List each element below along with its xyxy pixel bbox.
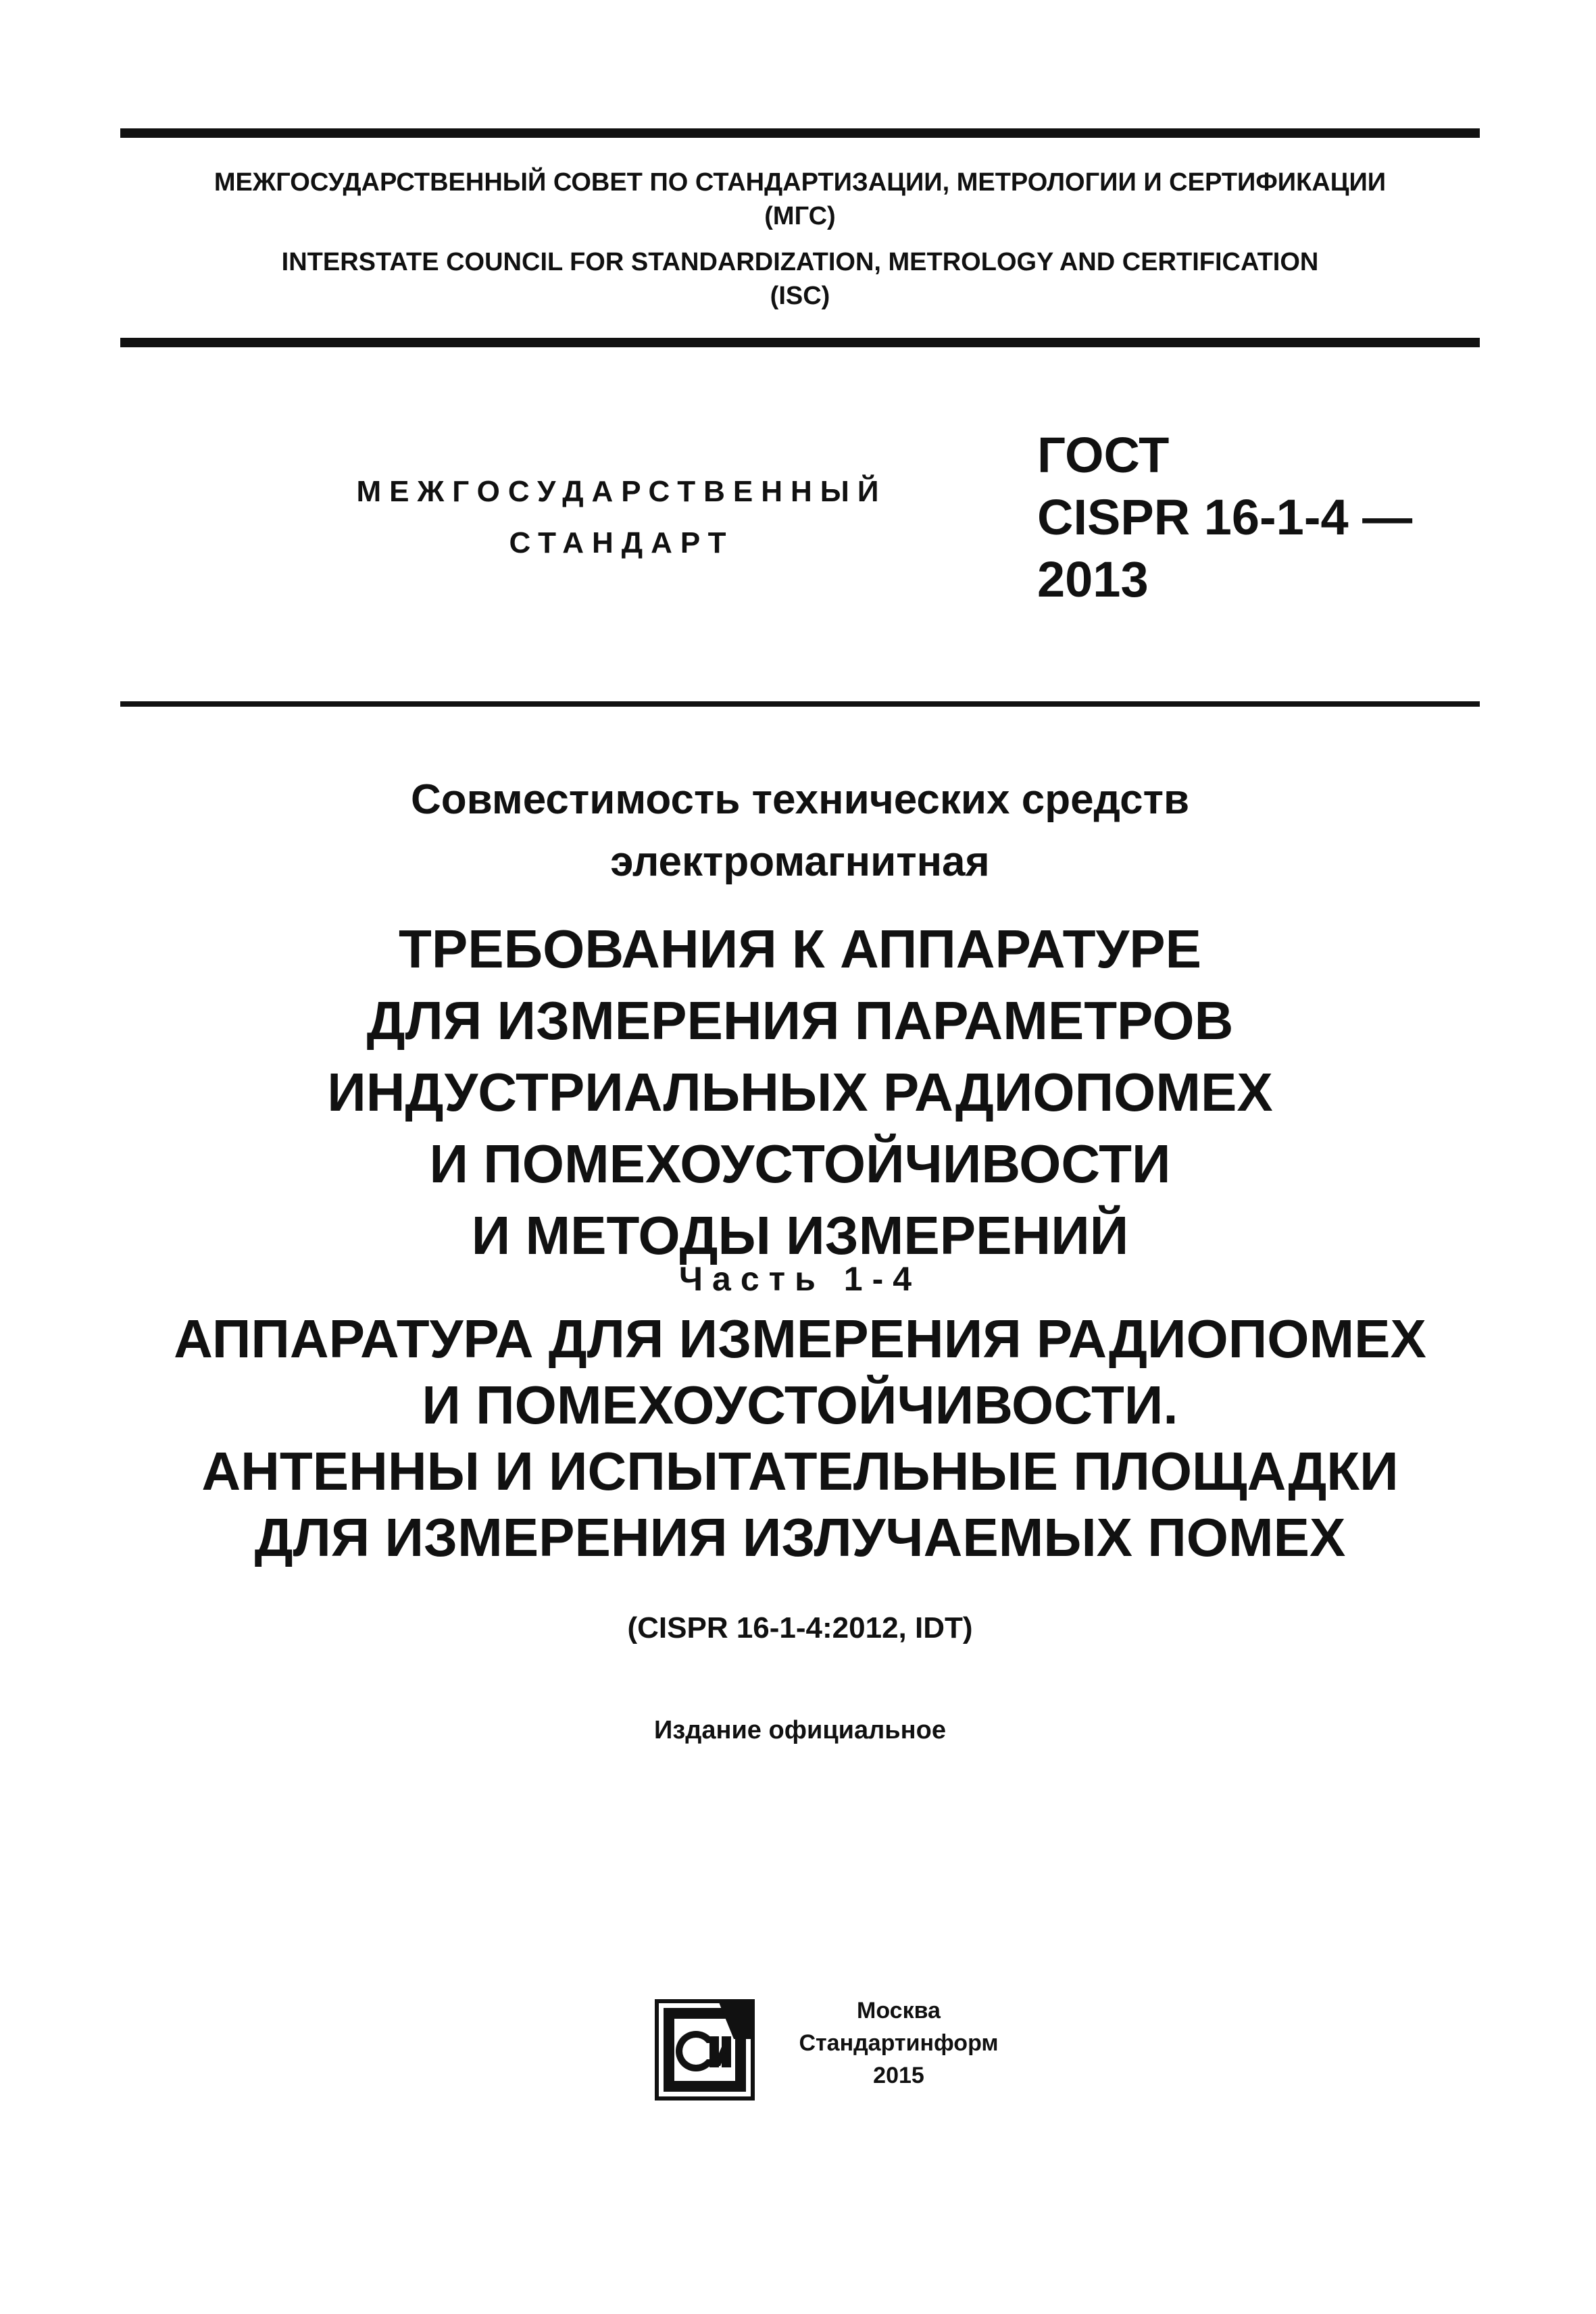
- council-ru-line1: МЕЖГОСУДАРСТВЕННЫЙ СОВЕТ ПО СТАНДАРТИЗАЦИИ, МЕТРОЛОГИИ И СЕРТИФИКАЦИИ: [214, 168, 1387, 197]
- standard-kind: [318, 466, 926, 569]
- publisher-name: Стандартинформ: [799, 2030, 999, 2056]
- part-title-line2: И ПОМЕХОУСТОЙЧИВОСТИ.: [422, 1375, 1178, 1435]
- standard-kind-line1: МЕЖГОСУДАРСТВЕННЫЙ: [356, 475, 887, 508]
- council-name-en: [120, 245, 1480, 313]
- document-main-title: [120, 913, 1480, 1272]
- part-label: Часть 1-4: [678, 1260, 922, 1298]
- standard-code-year: 2013: [1037, 551, 1149, 607]
- subtitle-line1: Совместимость технических средств: [410, 776, 1190, 823]
- edition-note: Издание официальное: [654, 1716, 946, 1744]
- part-title-line3: АНТЕННЫ И ИСПЫТАТЕЛЬНЫЕ ПЛОЩАДКИ: [201, 1441, 1399, 1501]
- main-title-line4: И ПОМЕХОУСТОЙЧИВОСТИ: [429, 1134, 1171, 1194]
- standard-code: [1037, 424, 1412, 611]
- part-title: [120, 1306, 1480, 1571]
- standartinform-logo-icon: [654, 1998, 755, 2101]
- publisher-block: [770, 1994, 1027, 2092]
- title-separator-rule: [120, 701, 1480, 707]
- standard-kind-line2: СТАНДАРТ: [509, 526, 734, 559]
- publisher-year: 2015: [873, 2063, 924, 2088]
- subtitle-line2: электромагнитная: [610, 838, 990, 885]
- header-bottom-rule: [120, 338, 1480, 347]
- top-rule: [120, 128, 1480, 138]
- publisher-city: Москва: [857, 1998, 941, 2023]
- main-title-line3: ИНДУСТРИАЛЬНЫХ РАДИОПОМЕХ: [327, 1062, 1273, 1122]
- standard-code-number: CISPR 16-1-4 —: [1037, 489, 1413, 545]
- part-title-line1: АППАРАТУРА ДЛЯ ИЗМЕРЕНИЯ РАДИОПОМЕХ: [174, 1309, 1426, 1369]
- international-identity: (CISPR 16-1-4:2012, IDT): [627, 1611, 973, 1644]
- part-title-line4: ДЛЯ ИЗМЕРЕНИЯ ИЗЛУЧАЕМЫХ ПОМЕХ: [254, 1507, 1346, 1567]
- main-title-line5: И МЕТОДЫ ИЗМЕРЕНИЙ: [471, 1205, 1129, 1265]
- council-en-line1: INTERSTATE COUNCIL FOR STANDARDIZATION, METROLOGY AND CERTIFICATION: [281, 248, 1319, 276]
- main-title-line1: ТРЕБОВАНИЯ К АППАРАТУРЕ: [399, 919, 1201, 979]
- main-title-line2: ДЛЯ ИЗМЕРЕНИЯ ПАРАМЕТРОВ: [366, 990, 1234, 1051]
- council-name-ru: [120, 166, 1480, 233]
- council-ru-abbr: (МГС): [764, 202, 836, 230]
- council-en-abbr: (ISC): [770, 282, 830, 310]
- document-subtitle: [120, 769, 1480, 893]
- standard-code-gost: ГОСТ: [1037, 427, 1170, 483]
